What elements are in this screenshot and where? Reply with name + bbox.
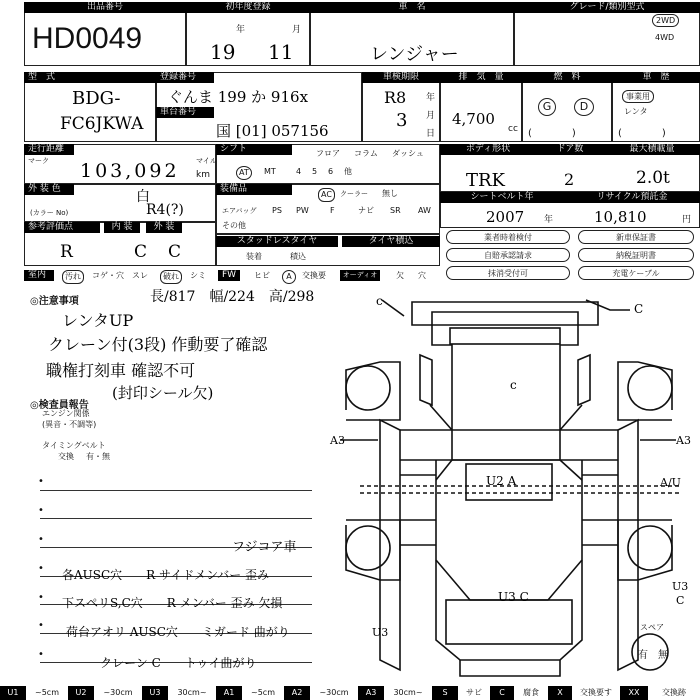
lot-id: HD0049 (32, 22, 143, 55)
doors-value: 2 (564, 170, 575, 189)
month-value: 11 (268, 40, 294, 64)
notes-line1: レンタUP (62, 311, 134, 330)
equip-other-label: その他 (222, 221, 246, 230)
inside-item-4: 破れ (160, 270, 182, 284)
model-line1: BDG- (72, 88, 121, 109)
legend-key-a1: A1 (216, 686, 242, 700)
shift-label: シフト (216, 144, 292, 155)
fw-exchange: 交換要 (302, 271, 326, 280)
bullet-5: • (38, 592, 44, 603)
equip-ps: PS (272, 206, 282, 215)
doc-pill-6: 充電ケーブル (578, 266, 694, 280)
mark-u3-c: U3 C (498, 590, 529, 604)
report-entry-5: 各AUSC穴 R サイドメンバー 歪み (62, 568, 270, 582)
equip-navi: ナビ (358, 206, 374, 215)
first-reg-label: 初年度登録 (186, 2, 310, 13)
bullet-7: • (38, 649, 44, 660)
engine-unit: cc (508, 124, 518, 134)
report-entry-6: 下スペリS,C穴 R メンバー 歪み 欠損 (62, 596, 283, 610)
studless-opt1: 装着 (246, 252, 262, 261)
legend-val-xx: 交換跡 (662, 688, 686, 697)
fw-hibi: ヒビ (254, 271, 270, 280)
shift-type-5: 5 (312, 167, 318, 176)
engine-label: 排 気 量 (440, 72, 522, 83)
report-entry-4: フジコア車 (232, 540, 297, 555)
shift-opt-floor: フロア (316, 149, 340, 158)
inside-item-2: コゲ・穴 (92, 271, 124, 280)
reference-value: R (60, 242, 73, 262)
legend-val-a1: ~5cm (251, 688, 275, 697)
notes-line3: 職権打刻車 確認不可 (46, 361, 196, 380)
exterior-value: 白 (136, 189, 150, 205)
mileage-unit: km (196, 170, 210, 180)
notes-size: 長/817 幅/224 高/298 (150, 289, 315, 305)
ac-opt-ac: AC (318, 188, 335, 202)
equip-airbag: エアバッグ (222, 207, 257, 215)
year-value: 19 (210, 40, 236, 64)
fuel-diesel: D (574, 98, 594, 116)
legend-val-x: 交換要す (580, 688, 612, 697)
spare-has: 有 (638, 650, 648, 661)
bullet-2: • (38, 505, 44, 516)
chassis-value: 国 [01] 057156 (216, 122, 329, 140)
doors-label: ドア数 (536, 144, 604, 155)
studless-label: スタッドレスタイヤ (216, 236, 338, 247)
doc-pill-3: 自賠承認請求 (446, 248, 570, 262)
exterior-sub: (カラー No) (30, 209, 69, 217)
bullet-1: • (38, 476, 44, 487)
audio-opt2: 穴 (418, 271, 426, 280)
bullet-4: • (38, 563, 44, 574)
shift-type-other: 他 (344, 167, 352, 176)
legend-key-a3: A3 (358, 686, 384, 700)
report-timing-exchange: 交換 (58, 452, 74, 461)
seat-unit: 年 (544, 215, 554, 225)
doc-pill-1: 業者時着検付 (446, 230, 570, 244)
fuel-paren: ( ) (528, 128, 576, 139)
seat-value: 2007 (486, 208, 525, 226)
shift-opt-dash: ダッシュ (392, 149, 424, 158)
legend-key-u1: U1 (0, 686, 26, 700)
month-label: 月 (292, 25, 302, 35)
ref-exterior-value: C (168, 242, 182, 262)
report-line-2 (40, 518, 312, 519)
history-opt2: レンタ (624, 107, 648, 116)
legend-key-a2: A2 (284, 686, 310, 700)
registration-value: ぐんま 199 か 916x (168, 88, 309, 106)
equip-sr: SR (390, 206, 401, 215)
ac-opt-cooler: クーラー (340, 190, 368, 198)
inspection-month-value: 3 (396, 110, 408, 131)
report-entry-8: クレーン C トゥイ曲がり (100, 656, 257, 670)
mileage-value: 103,092 (80, 160, 180, 182)
body-type-label: ボディ形状 (440, 144, 536, 155)
mark-a3-left: A3 (330, 434, 345, 447)
equip-pw: PW (296, 206, 309, 215)
report-title: ◎検査員報告 (30, 400, 89, 411)
legend-key-u2: U2 (68, 686, 94, 700)
drive-2wd: 2WD (652, 14, 679, 27)
legend-key-c: C (490, 686, 514, 700)
drive-4wd: 4WD (655, 33, 675, 42)
body-type-value: TRK (466, 170, 506, 191)
audio-opt1: 欠 (396, 271, 404, 280)
engine-value: 4,700 (452, 110, 495, 128)
equip-f: F (330, 206, 335, 215)
legend-val-s: サビ (466, 688, 482, 697)
report-engine-sub: (異音・不調等) (42, 420, 97, 429)
inside-item-5: シミ (190, 271, 206, 280)
fuel-gas: G (538, 98, 556, 116)
history-paren: ( ) (618, 128, 666, 139)
shift-type-6: 6 (328, 167, 334, 176)
legend-val-u2: ~30cm (103, 688, 133, 697)
mark-ab: A/U (660, 476, 681, 489)
legend-val-a3: 30cm~ (393, 688, 423, 697)
registration-label: 登録番号 (156, 72, 214, 83)
legend-key-u3: U3 (142, 686, 168, 700)
legend-key-s: S (432, 686, 458, 700)
mark-cab-c: c (510, 378, 517, 392)
doc-pill-4: 納税証明書 (578, 248, 694, 262)
bullet-6: • (38, 620, 44, 631)
doc-pill-2: 新車保証書 (578, 230, 694, 244)
fw-label: FW (218, 270, 240, 281)
mark-a3-right: A3 (676, 434, 691, 447)
shift-type-at: AT (236, 166, 252, 180)
car-name-value: レンジャー (370, 44, 459, 65)
report-engine-label: エンジン関係 (42, 409, 90, 418)
studless-opt2: 積込 (290, 252, 306, 261)
reference-label: 参考評価点 (24, 222, 100, 233)
legend-key-x: X (548, 686, 572, 700)
legend-val-u1: ~5cm (35, 688, 59, 697)
legend-val-u3: 30cm~ (177, 688, 207, 697)
mark-u2: U2 A (486, 474, 517, 488)
spare-none: 無 (658, 650, 668, 661)
mark-c-right: C (676, 594, 685, 607)
year-label: 年 (236, 25, 246, 35)
shift-type-mt: MT (264, 167, 276, 176)
grade-label: グレード/類別型式 (514, 2, 700, 13)
doc-pill-5: 抹消受付可 (446, 266, 570, 280)
legend-val-a2: ~30cm (319, 688, 349, 697)
equip-aw: AW (418, 206, 431, 215)
inspection-day-label: 日 (426, 129, 436, 139)
history-label: 車 歴 (612, 72, 700, 83)
capacity-label: 最大積載量 (604, 144, 700, 155)
equipment-label: 装備品 (216, 184, 292, 195)
report-timing-label: タイミングベルト (42, 441, 106, 450)
shift-opt-column: コラム (354, 149, 378, 158)
fuel-label: 燃 料 (522, 72, 612, 83)
ref-interior-label: 内 装 (104, 222, 140, 233)
mileage-sub: マーク (28, 157, 49, 165)
legend-key-xx: XX (620, 686, 648, 700)
lot-label: 出品番号 (24, 2, 186, 13)
legend-val-c: 腐食 (523, 688, 539, 697)
report-line-1 (40, 490, 312, 491)
mileage-mile: マイル (196, 157, 217, 165)
notes-line4: (封印シール欠) (112, 384, 214, 402)
exterior-code: R4(?) (146, 202, 184, 218)
capacity-value: 2.0t (636, 168, 670, 188)
audio-label: オーディオ (340, 270, 380, 281)
ref-exterior-label: 外 装 (146, 222, 182, 233)
mark-u3-right: U3 (672, 580, 689, 593)
inspection-year-label: 年 (426, 93, 436, 103)
history-opt1: 事業用 (622, 90, 654, 103)
fw-a: A (282, 270, 296, 284)
ref-interior-value: C (134, 242, 148, 262)
tire-load-label: タイヤ積込 (342, 236, 440, 247)
inspection-label: 車検期限 (362, 72, 440, 83)
inside-item-3: スレ (132, 271, 148, 280)
notes-line2: クレーン付(3段) 作動要了確認 (48, 335, 268, 354)
car-name-label: 車 名 (310, 2, 514, 13)
seat-label: シートベルト年 (440, 192, 564, 203)
report-timing-opts: 有・無 (86, 452, 110, 461)
model-line2: FC6JKWA (60, 114, 144, 134)
shift-type-4: 4 (296, 167, 302, 176)
inspection-month-label: 月 (426, 111, 436, 121)
recycle-value: 10,810 (594, 208, 647, 226)
mark-top-c1: c (376, 294, 383, 308)
mark-top-c2: C (634, 302, 644, 316)
bullet-3: • (38, 534, 44, 545)
mileage-label: 走行距離 (24, 144, 74, 155)
model-label: 型 式 (24, 72, 156, 83)
chassis-label: 車台番号 (156, 107, 214, 118)
report-entry-7: 荷台アオリ AUSC穴 ミガード 曲がり (66, 625, 290, 639)
notes-title: ◎注意事項 (30, 296, 79, 307)
inside-item-1: 汚れ (62, 270, 84, 284)
spare-label: スペア (640, 623, 664, 632)
exterior-label: 外 装 色 (24, 184, 74, 195)
inside-label: 室内 (24, 270, 54, 281)
recycle-label: リサイクル預託金 (564, 192, 700, 203)
mark-u3-left: U3 (372, 626, 389, 639)
ac-opt-none: 無し (382, 189, 398, 198)
recycle-unit: 円 (682, 215, 692, 225)
inspection-year-value: R8 (384, 88, 407, 107)
